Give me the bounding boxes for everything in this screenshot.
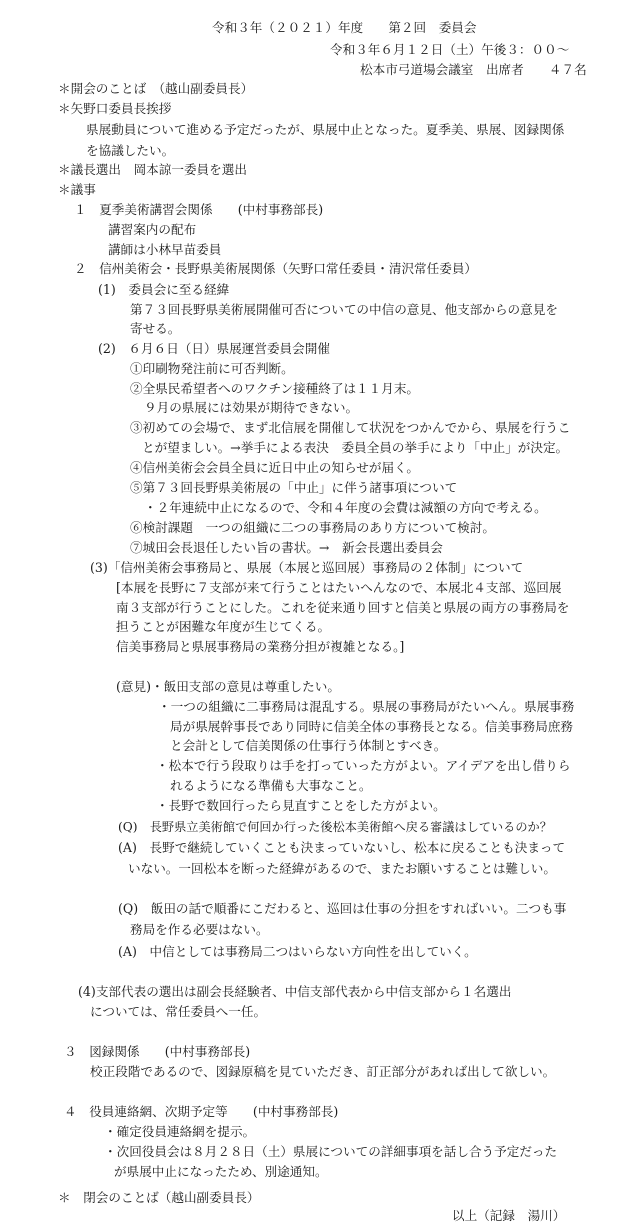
body-line: が県展中止になったため、別途通知。: [114, 1164, 328, 1179]
body-line: 講習案内の配布: [108, 222, 197, 237]
body-line: 講師は小林早苗委員: [108, 242, 222, 257]
opinions-heading: (意見)・飯田支部の意見は尊重したい。: [116, 679, 340, 694]
body-line: 第７３回長野県美術展開催可否についての中信の意見、他支部からの意見を: [130, 302, 558, 317]
body-bullet: ・次回役員会は８月２８日（土）県展についての詳細事項を話し合う予定だった: [104, 1144, 558, 1159]
numbered-point: ③初めての会場で、まず北信展を開催して状況をつかんでから、県展を行うこ: [130, 420, 571, 435]
body-line: [本展を長野に７支部が来て行うことはたいへんなので、本展北４支部、巡回展: [116, 580, 562, 595]
body-line: れるようになる準備も大事なこと。: [170, 778, 372, 793]
body-line: いない。一回松本を断った経緯があるので、またお願いすることは難しい。: [128, 861, 556, 876]
opinion-bullet: ・長野で数回行ったら見直すことをした方がよい。: [156, 798, 446, 813]
body-bullet: ・確定役員連絡網を提示。: [104, 1124, 256, 1139]
body-line: とが望ましい。→挙手による表決 委員全員の挙手により「中止」が決定。: [142, 440, 569, 455]
body-line: 担うことが困難な年度が生じてくる。: [116, 619, 331, 634]
agenda-item-2: ２ 信州美術会・長野県美術展関係（矢野口常任委員・清沢常任委員）: [74, 261, 477, 276]
body-line: 信美事務局と県展事務局の業務分担が複雑となる。]: [116, 639, 405, 654]
body-line: と会計として信美関係の仕事行う体制とすべき。: [170, 738, 447, 753]
body-line: ９月の県展には効果が期待できない。: [144, 400, 359, 415]
opinion-bullet: ・松本で行う段取りは手を打っていった方がよい。アイデアを出し借りら: [156, 758, 571, 773]
meeting-venue-attendance: 松本市弓道場会議室 出席者 ４７名: [360, 62, 587, 77]
section-agenda: ＊議事: [58, 182, 96, 197]
subitem-1: (1) 委員会に至る経緯: [98, 282, 230, 297]
body-line: 県展動員について進める予定だったが、県展中止となった。夏季美、県展、図録関係: [86, 122, 565, 137]
body-line: 務局を作る必要はない。: [130, 922, 269, 937]
question-line: (Q) 長野県立美術館で何回か行った後松本美術館へ戻る審議はしているのか？: [118, 820, 552, 834]
question-line: (Q) 飯田の話で順番にこだわると、巡回は仕事の分担をすればいい。二つも事: [118, 901, 567, 916]
opinion-bullet: ・一つの組織に二事務局は混乱する。県展の事務局がたいへん。県展事務: [158, 699, 575, 714]
answer-line: (A) 中信としては事務局二つはいらない方向性を出していく。: [118, 944, 477, 959]
body-line: 南３支部が行うことにした。これを従来通り回すと信美と県展の両方の事務局を: [116, 600, 570, 615]
numbered-point: ②全県民希望者へのワクチン接種終了は１１月末。: [130, 381, 420, 396]
body-line: 局が県展幹事長であり同時に信美全体の事務長となる。信美事務局庶務: [170, 719, 573, 734]
body-line: を協議したい。: [86, 143, 175, 158]
section-closing: ＊ 閉会のことば（越山副委員長）: [58, 1190, 260, 1205]
numbered-point: ⑥検討課題 一つの組織に二つの事務局のあり方について検討。: [130, 520, 495, 535]
agenda-item-1: １ 夏季美術講習会関係 (中村事務部長): [74, 202, 324, 217]
subitem-2: (2) ６月６日（日）県展運営委員会開催: [98, 341, 330, 356]
document-title: 令和３年（２０２１）年度 第２回 委員会: [212, 20, 477, 35]
agenda-item-4: ４ 役員連絡網、次期予定等 (中村事務部長): [64, 1104, 339, 1119]
recorder-note: 以上（記録 湯川）: [452, 1208, 566, 1223]
numbered-point: ⑤第７３回長野県美術展の「中止」に伴う諸事項について: [130, 480, 458, 495]
answer-line: (A) 長野で継続していくことも決まっていないし、松本に戻ることも決まって: [118, 840, 566, 855]
body-line: 校正段階であるので、図録原稿を見ていただき、訂正部分があれば出して欲しい。: [90, 1064, 556, 1079]
numbered-point: ①印刷物発注前に可否判断。: [130, 361, 294, 376]
body-line: ・２年連続中止になるので、令和４年度の会費は減額の方向で考える。: [144, 500, 547, 515]
subitem-4: (4)支部代表の選出は副会長経験者、中信支部代表から中信支部から１名選出: [78, 984, 512, 999]
body-line: 寄せる。: [130, 321, 181, 336]
section-chair-election: ＊議長選出 岡本諒一委員を選出: [58, 162, 247, 177]
numbered-point: ④信州美術会会員全員に近日中止の知らせが届く。: [130, 460, 420, 475]
agenda-item-3: ３ 図録関係 (中村事務部長): [64, 1044, 251, 1059]
numbered-point: ⑦城田会長退任したい旨の書状。→ 新会長選出委員会: [130, 540, 443, 555]
section-chair-greeting: ＊矢野口委員長挨拶: [58, 101, 172, 116]
meeting-datetime: 令和３年６月１２日（土）午後３：００～: [330, 42, 570, 57]
section-opening: ＊開会のことば （越山副委員長）: [58, 81, 254, 96]
subitem-3: (3)「信州美術会事務局と、県展（本展と巡回展）事務局の２体制」について: [90, 560, 524, 575]
body-line: については、常任委員へ一任。: [90, 1004, 267, 1019]
